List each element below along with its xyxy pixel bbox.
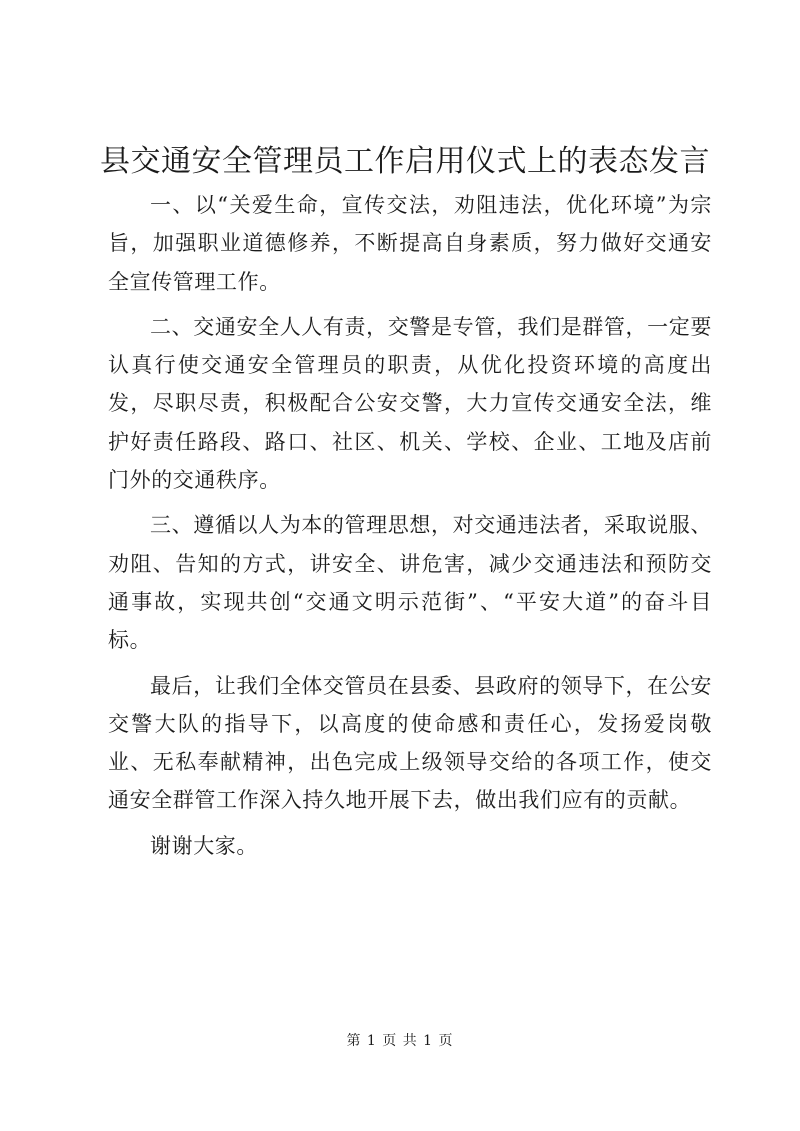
paragraph-4: 最后，让我们全体交管员在县委、县政府的领导下，在公安交警大队的指导下，以高度的使命感和责任心，发扬爱岗敬业、无私奉献精神，出色完成上级领导交给的各项工作，使交通安全群管工作深入持久地开展下去，做出我们应有的贡献。 [108,673,712,813]
paragraph-3: 三、遵循以人为本的管理思想，对交通违法者，采取说服、劝阻、告知的方式，讲安全、讲危害，减少交通违法和预防交通事故，实现共创“交通文明示范街”、“平安大道”的奋斗目标。 [108,513,712,653]
document-body [108,186,712,872]
paragraph-2: 二、交通安全人人有责，交警是专管，我们是群管，一定要认真行使交通安全管理员的职责，从优化投资环境的高度出发，尽职尽责，积极配合公安交警，大力宣传交通安全法，维护好责任路段、路口、社区、机关、学校、企业、工地及店前门外的交通秩序。 [108,314,712,493]
paragraph-5: 谢谢大家。 [150,833,258,858]
document-title: 县交通安全管理员工作启用仪式上的表态发言 [100,144,710,179]
page-footer: 第 1 页 共 1 页 [346,1033,454,1049]
paragraph-1: 一、以“关爱生命，宣传交法，劝阻违法，优化环境”为宗旨，加强职业道德修养，不断提高自身素质，努力做好交通安全宣传管理工作。 [108,193,712,294]
